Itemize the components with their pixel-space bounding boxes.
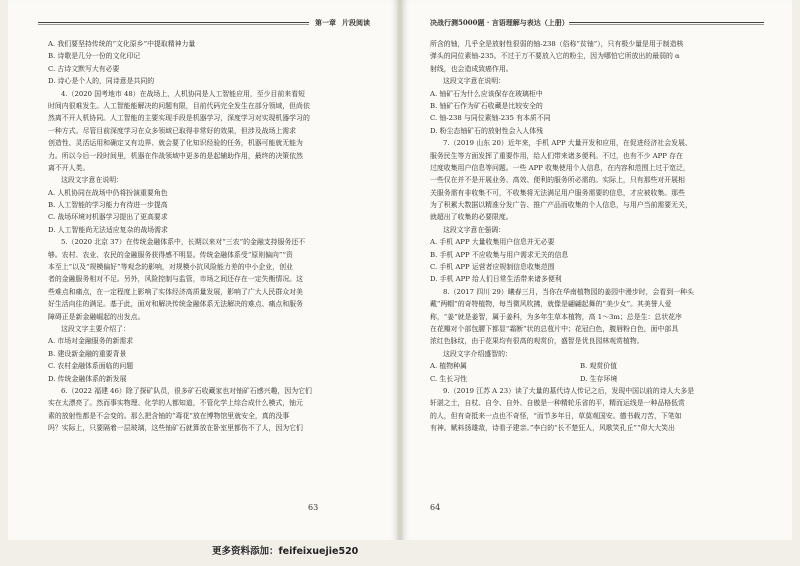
text-line: 创造性、灵活运用和确定又有边界、就会要了化知识经验的任务，机器可能就无能为 bbox=[48, 139, 303, 148]
page-number: 64 bbox=[430, 503, 441, 512]
text-line: 为了积累大数据以精准分发广告、推广产品而收集的个人信息，与用户当前需要无关， bbox=[430, 201, 692, 210]
text-line: 够。农村、农业、农民的金融服务获得感不明显。传统金融体系受“原则偏向”“资 bbox=[48, 250, 293, 259]
left-page-header bbox=[38, 16, 378, 30]
chapter-title: 片段阅读 bbox=[342, 18, 370, 27]
text-line: 6.（2022 福建 46）除了探矿队员，很多矿石收藏家也对铀矿石感兴趣，因为它们 bbox=[61, 386, 312, 395]
text-line: 素的放射性都是不会变的。那么把含铀的“毒花”放在博物馆里就安全，真的没事 bbox=[48, 411, 290, 420]
text-line: 然离不开人机协同。人工智能的主要实现手段是机器学习，深度学习对实现机器学习的 bbox=[48, 114, 310, 123]
text-line: 关服务需有非收集不可，不收集将无法满足用户服务需要的信息，才应被收集。那些 bbox=[430, 188, 685, 197]
right-page-text bbox=[430, 38, 760, 435]
page-number: 63 bbox=[308, 503, 319, 512]
answer-option: A. 手机 APP 大量收集用户信息并无必要 bbox=[430, 238, 555, 247]
text-line: 障碍正是新金融崛起的出发点。 bbox=[48, 312, 145, 321]
text-line: 这段文字介绍盛智的： bbox=[443, 349, 512, 358]
text-line: 弹头的同位素铀-235。不过于万不要放入它的粉尘，因为哪怕它所放出的最弱的 α bbox=[430, 52, 680, 61]
answer-option: C. 手机 APP 运营者应规制信息收集范围 bbox=[430, 263, 555, 272]
text-line: 在花瓣对个部包腰下都显“霜断”状的总苞片中；花冠白色，腹唇粉白色，面中部具 bbox=[430, 324, 679, 333]
text-line: 9.（2019 江苏 A 23）读了大量的墓代诗人传记之后，发现中国以前的诗人大多是 bbox=[443, 386, 695, 395]
text-line: 吗？实际上，只要隔着一层玻璃，这些铀矿石就算放在卧室里都伤不了人，因为它们 bbox=[48, 424, 303, 433]
text-line: 实在太漂亮了。然而事实物理、化学的人都知道，不管化学上综合成什么模式，铀元 bbox=[48, 399, 303, 408]
answer-option: A. 市场对金融服务的新需求 bbox=[48, 337, 134, 346]
chapter-label: 第一章 bbox=[315, 18, 336, 27]
text-line: 4.（2020 国考地市 48）在战场上，人机协同是人工智能应用，至少目前来看短 bbox=[61, 89, 305, 98]
answer-option: A. 人机协同在战场中仍将扮演重要角色 bbox=[48, 188, 168, 197]
answer-option: C. 古诗文默写大有必要 bbox=[48, 64, 120, 73]
left-page-text bbox=[48, 38, 378, 435]
watermark-footer: 更多资料添加：feifeixuejie520 bbox=[212, 546, 359, 557]
answer-option: C. 铀-238 与同位素铀-235 有本质不同 bbox=[430, 114, 551, 123]
text-line: 本至上”以及“规模偏好”等观念的影响，对规模小抗风险能力差的中小企业，创业 bbox=[48, 263, 293, 272]
text-line: 8.（2017 四川 29）曦春三月，当你在华南植物园的姜园中漫步时，会看到一种头 bbox=[443, 287, 694, 296]
text-line: 有神。赋料扬雄敌，诗看子建亲。”李白的“长不楚狂人，风歌笑孔丘”“仰大大笑出 bbox=[430, 424, 675, 433]
answer-option: B. 铀矿石作为矿石收藏是比较安全的 bbox=[430, 101, 543, 110]
text-line: 这段文字主要介绍了： bbox=[61, 324, 130, 333]
text-line: 的人，但有奇抵来一点也不奇怪，“而节多年日，草莫观国安。德书载刀苦，下笔如 bbox=[430, 411, 682, 420]
header-rule bbox=[38, 22, 309, 25]
text-line: 射线，也会造成致癌作用。 bbox=[430, 64, 513, 73]
text-line: 浓红色脉纹，由于花果均有很高的观赏价，盛智是优良园林观赏植物。 bbox=[430, 337, 644, 346]
text-line: 服务民生等方面发挥了重要作用，给人们带来诸多便利。不过，也有不少 APP 存在 bbox=[430, 151, 683, 160]
answer-option: D. 传统金融体系的新发展 bbox=[48, 374, 127, 383]
header-rule bbox=[569, 22, 764, 25]
text-line: 者的金融服务相对不足。另外，风险控制与监管，市场之间还存在一定失衡情况。这 bbox=[48, 275, 303, 284]
answer-option-row bbox=[430, 360, 760, 372]
answer-option: A. 植物种属 bbox=[430, 362, 467, 371]
answer-option: B. 诗歌是几分一份的文化印记 bbox=[48, 52, 141, 61]
book-title: 决战行测5000题 · 言语理解与表达（上册） bbox=[430, 18, 569, 27]
answer-option: A. 铀矿石为什么应该保存在玻璃柜中 bbox=[430, 89, 543, 98]
text-line: 力。所以今后一段时间里，机器在作战领域中更多的是起辅助作用，最终的决策依然 bbox=[48, 151, 303, 160]
answer-option: B. 观赏价值 bbox=[580, 362, 618, 371]
answer-option: B. 人工智能的学习能力有待进一步提高 bbox=[48, 201, 168, 210]
answer-option: C. 战场环境对机器学习提出了更高要求 bbox=[48, 213, 168, 222]
right-page-header bbox=[424, 16, 764, 30]
text-line: 这段文字意在说明： bbox=[443, 77, 506, 86]
text-line: 轩湛之士，自杖、自令、自外、自傲是一种精轮乐省的平，精而运线是一种品格低赏 bbox=[430, 399, 685, 408]
answer-option: B. 手机 APP 不应收集与用户需求无关的信息 bbox=[430, 250, 569, 259]
answer-option: D. 生存环境 bbox=[580, 374, 618, 383]
right-page bbox=[402, 0, 792, 540]
text-line: 这段文字意在说明： bbox=[61, 176, 124, 185]
answer-option: D. 手机 APP 给人们日常生活带来诸多便利 bbox=[430, 275, 562, 284]
text-line: 7.（2019 山东 20）近年来，手机 APP 大量开发和应用，在促进经济社会发展、 bbox=[443, 139, 692, 148]
answer-option: D. 诗心是个人的，同诗意是共同的 bbox=[48, 77, 155, 86]
answer-option: A. 我们要坚持传统的“文化原乡”中提取精神力量 bbox=[48, 40, 196, 48]
text-line: 过度收集用户信息等问题。一些 APP 收集使用个人信息，在内容和范围上过于宽泛， bbox=[430, 163, 690, 172]
text-line: 些难点和痛点，在一定程度上影响了实体经济高质量发展，影响了广大人民群众对美 bbox=[48, 287, 303, 296]
text-line: 所含的铀，几乎全是放射性很弱的铀-238（俗称“贫铀”），只有极少量是用于制造核 bbox=[430, 40, 684, 48]
text-line: 一些仅在并不是开展业务、高效、便利的服务所必需的。实际上，只有那些对开展相 bbox=[430, 176, 685, 185]
text-line: 一种方式。尽管目前深度学习在众多领域已取得非常好的效果，但涉及战场上需求 bbox=[48, 126, 297, 135]
answer-option: C. 生长习性 bbox=[430, 374, 467, 383]
text-line: 就超出了收集的必要限度。 bbox=[430, 213, 513, 222]
text-line: 离不开人类。 bbox=[48, 163, 90, 172]
text-line: 时间内很难发生。人工智能能解决的问题有限，目前代码完全发生在部分领域，但尚依 bbox=[48, 101, 310, 110]
answer-option: B. 建设新金融的重要背景 bbox=[48, 349, 127, 358]
text-line: 戴“两帽”的奇特植物，每当微风吹拂，就像是翩翩起舞的“美少女”。其美誉人爱 bbox=[430, 300, 672, 309]
text-line: 好生活向往的满足。基于此，面对和解决传统金融体系无法解决的难点、痛点和服务 bbox=[48, 300, 303, 309]
text-line: 5.（2020 北京 37）在传统金融体系中，长期以来对“三农”的金融支持服务还不 bbox=[61, 238, 306, 247]
answer-option: C. 农村金融体系面临的问题 bbox=[48, 362, 134, 371]
answer-option-row bbox=[430, 373, 760, 385]
left-page bbox=[8, 0, 398, 540]
text-line: 称，“姜”就是姜智，属于姜科，为多年生草本植物，高 1～3m；总是生：总状花序 bbox=[430, 312, 682, 321]
answer-option: D. 粉尘态铀矿石的放射性会入人体残 bbox=[430, 126, 544, 135]
text-line: 这段文字意在强调： bbox=[443, 225, 506, 234]
answer-option: D. 人工智能尚无法适应复杂的战场需求 bbox=[48, 225, 168, 234]
